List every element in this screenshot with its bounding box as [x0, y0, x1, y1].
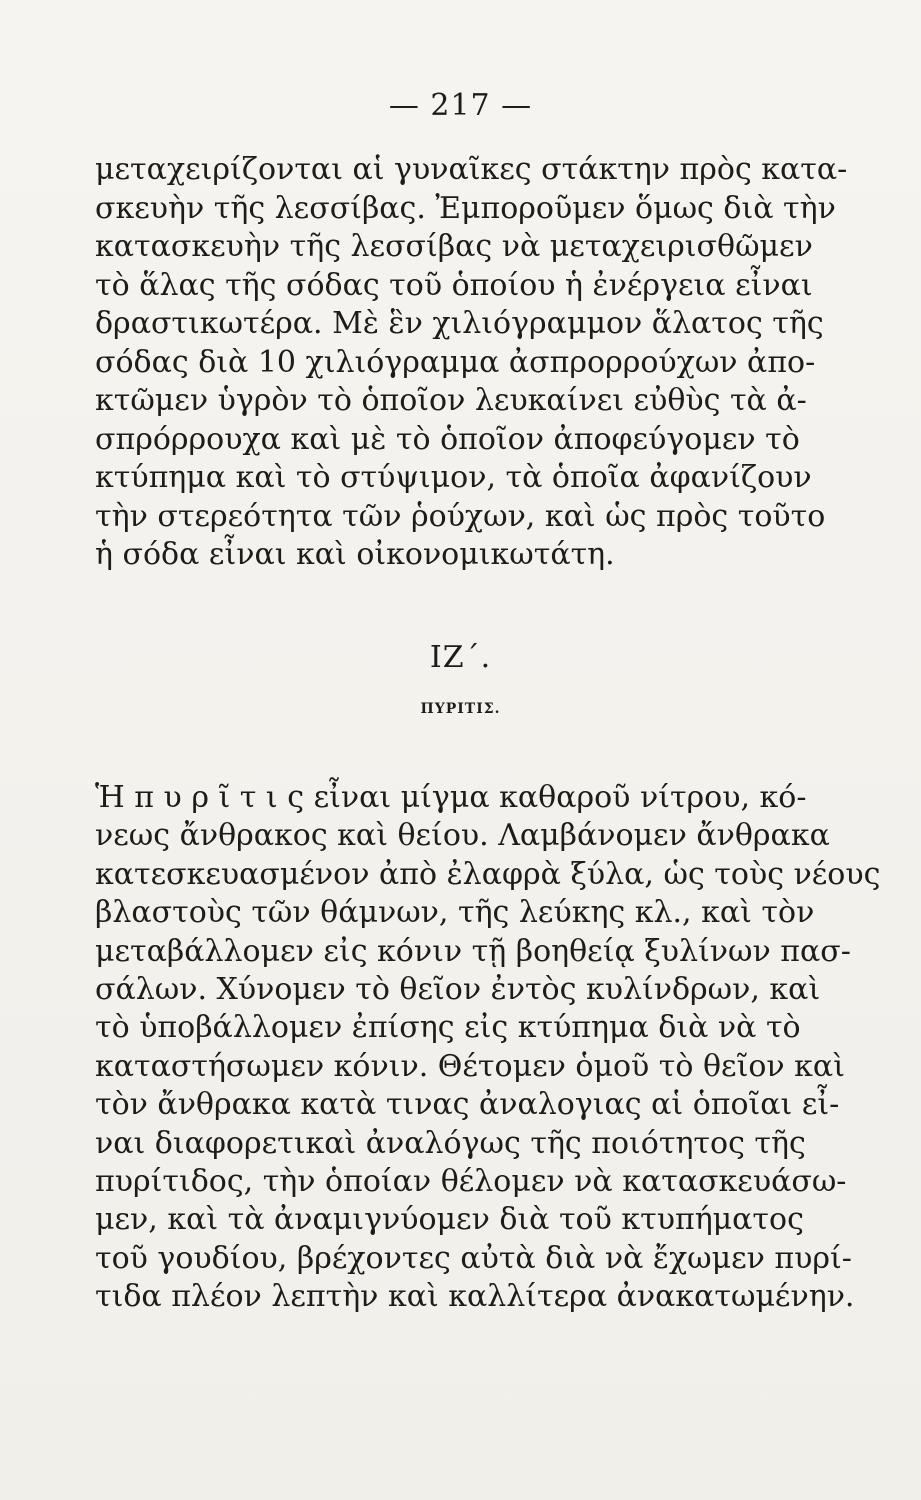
text-line: τιδα πλέον λεπτὴν καὶ καλλίτερα ἀνακατωμένην. [95, 1279, 855, 1315]
text-line: μεν, καὶ τὰ ἀναμιγνύομεν διὰ τοῦ κτυπήματος [95, 1202, 804, 1238]
paragraph-lessiva [95, 151, 848, 575]
text-line: δραστικωτέρα. Μὲ ἓν χιλιόγραμμον ἅλατος τῆς [95, 306, 824, 341]
section-number: ΙΖ΄. [429, 640, 492, 675]
text-line: τοῦ γουδίου, βρέχοντες αὐτὰ διὰ νὰ ἔχωμεν πυρί- [95, 1240, 852, 1276]
section-title: ΠΥΡΙΤΙΣ. [420, 701, 501, 717]
text-line: μεταβάλλομεν εἰς κόνιν τῇ βοηθείᾳ ξυλίνων πασ- [95, 933, 851, 969]
text-line: τὴν στερεότητα τῶν ῥούχων, καὶ ὡς πρὸς τοῦτο [95, 498, 826, 534]
text-line: κατασκευὴν τῆς λεσσίβας νὰ μεταχειρισθῶμεν [95, 229, 813, 264]
text-line: κατεσκευασμένον ἀπὸ ἐλαφρὰ ξύλα, ὡς τοὺς νέους [95, 856, 881, 892]
text-line: σκευὴν τῆς λεσσίβας. Ἐμποροῦμεν ὅμως διὰ τὴν [95, 190, 836, 226]
text-line: μεταχειρίζονται αἱ γυναῖκες στάκτην πρὸς κατα- [95, 152, 848, 187]
text-line: τὸ ἅλας τῆς σόδας τοῦ ὁποίου ἡ ἐνέργεια εἶναι [95, 267, 813, 303]
page-number-header: — 217 — [388, 88, 533, 123]
text-line: σάλων. Χύνομεν τὸ θεῖον ἐντὸς κυλίνδρων, καὶ [95, 971, 821, 1007]
paragraph-pyritis [95, 779, 881, 1316]
text-line: βλαστοὺς τῶν θάμνων, τῆς λεύκης κλ., καὶ τὸν [95, 895, 815, 931]
text-line: Ἡ π υ ρ ῖ τ ι ς εἶναι μίγμα καθαροῦ νίτρου, κό- [95, 780, 807, 815]
text-line: ἡ σόδα εἶναι καὶ οἰκονομικωτάτη. [95, 537, 615, 572]
text-line: κτῶμεν ὑγρὸν τὸ ὁποῖον λευκαίνει εὐθὺς τὰ ἀ- [95, 383, 807, 418]
text-line: τὸ ὑποβάλλομεν ἐπίσης εἰς κτύπημα διὰ νὰ τὸ [95, 1010, 801, 1046]
text-line: σπρόρρουχα καὶ μὲ τὸ ὁποῖον ἀποφεύγομεν τὸ [95, 421, 800, 457]
text-line: καταστήσωμεν κόνιν. Θέτομεν ὁμοῦ τὸ θεῖον καὶ [95, 1048, 845, 1084]
text-line: ναι διαφορετικαὶ ἀναλόγως τῆς ποιότητος τῆς [95, 1125, 806, 1161]
text-line: σόδας διὰ 10 χιλιόγραμμα ἀσπρορρούχων ἀπο- [95, 344, 816, 380]
text-line: πυρίτιδος, τὴν ὁποίαν θέλομεν νὰ κατασκευάσω- [95, 1163, 847, 1199]
text-line: τὸν ἄνθρακα κατὰ τινας ἀναλογιας αἱ ὁποῖαι εἶ- [95, 1087, 840, 1123]
text-line: νεως ἄνθρακος καὶ θείου. Λαμβάνομεν ἄνθρακα [95, 818, 830, 854]
text-line: κτύπημα καὶ τὸ στύψιμον, τὰ ὁποῖα ἀφανίζουν [95, 460, 812, 495]
